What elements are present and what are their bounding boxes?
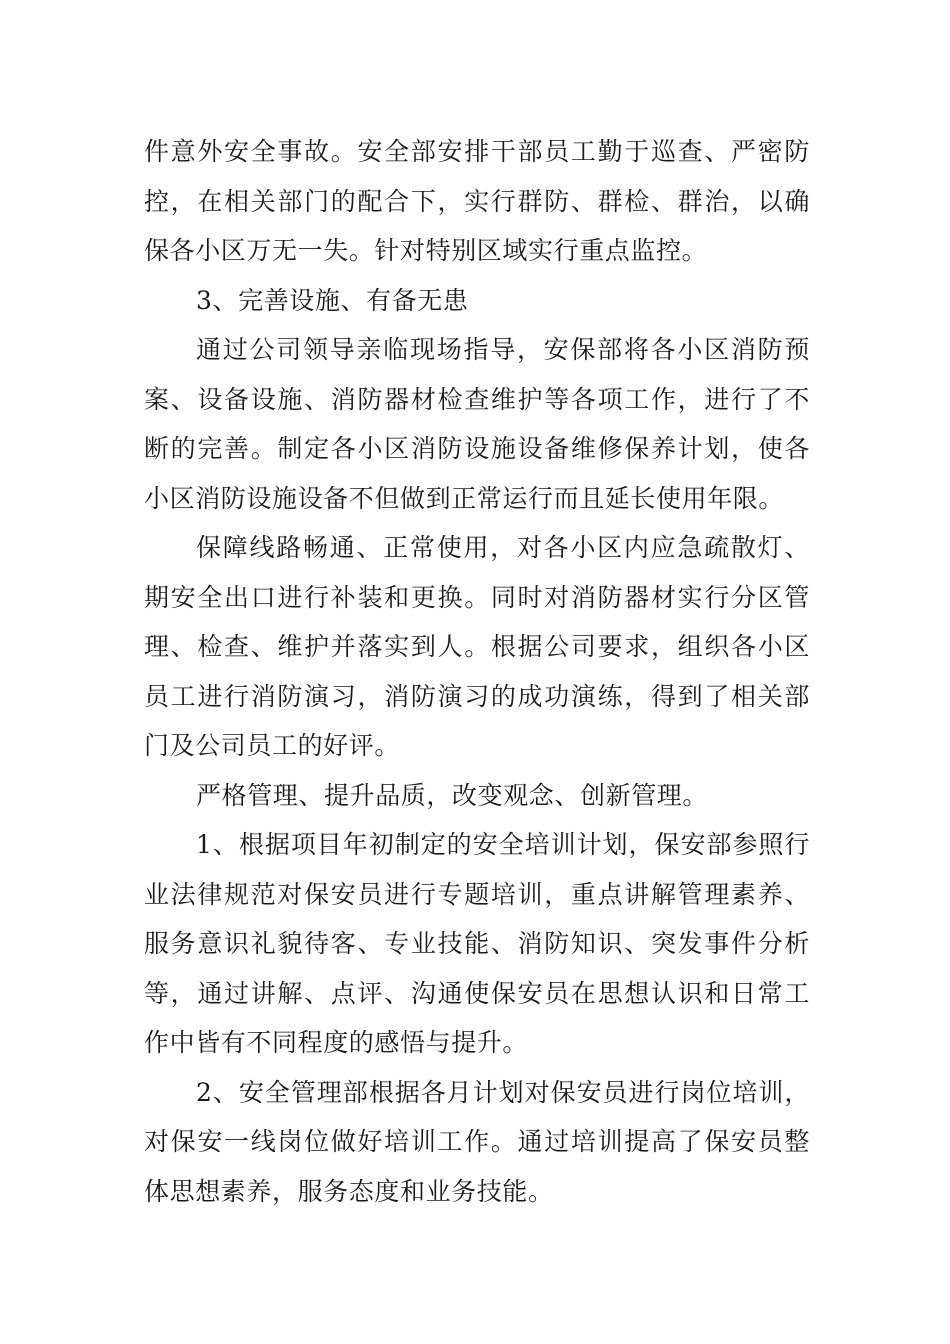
paragraph-5	[144, 1068, 810, 1217]
text-line: 保障线路畅通、正常使用，对各小区内应急疏散灯、	[196, 533, 810, 562]
paragraph-4	[144, 820, 810, 1068]
paragraph-1	[144, 127, 810, 276]
paragraph-2	[144, 325, 810, 523]
text-line: 门及公司员工的好评。	[144, 731, 401, 760]
text-line: 体思想素养，服务态度和业务技能。	[144, 1176, 554, 1206]
text-line: 1、根据项目年初制定的安全培训计划，保安部参照行	[196, 830, 810, 859]
text-line: 理、检查、维护并落实到人。根据公司要求，组织各小区	[144, 632, 810, 661]
text-line: 控，在相关部门的配合下，实行群防、群检、群治，以确	[144, 186, 810, 216]
document-page	[144, 127, 810, 1216]
text-line: 通过公司领导亲临现场指导，安保部将各小区消防预	[196, 335, 810, 364]
section-heading: 3、完善设施、有备无患	[196, 285, 469, 315]
text-line: 案、设备设施、消防器材检查维护等各项工作，进行了不	[144, 384, 810, 414]
text-line: 件意外安全事故。安全部安排干部员工勤于巡查、严密防	[144, 137, 810, 166]
text-line: 业法律规范对保安员进行专题培训，重点讲解管理素养、	[144, 879, 810, 909]
text-line: 保各小区万无一失。针对特别区域实行重点监控。	[144, 236, 708, 265]
text-line: 等，通过讲解、点评、沟通使保安员在思想认识和日常工	[144, 978, 810, 1008]
text-line: 员工进行消防演习，消防演习的成功演练，得到了相关部	[144, 681, 810, 711]
text-line: 小区消防设施设备不但做到正常运行而且延长使用年限。	[144, 483, 785, 513]
paragraph-heading-3	[144, 276, 810, 326]
text-line: 2、安全管理部根据各月计划对保安员进行岗位培训，	[196, 1077, 810, 1107]
text-line: 期安全出口进行补装和更换。同时对消防器材实行分区管	[144, 582, 810, 612]
text-line: 作中皆有不同程度的感悟与提升。	[144, 1028, 529, 1057]
text-line: 对保安一线岗位做好培训工作。通过培训提高了保安员整	[144, 1127, 810, 1156]
text-line: 服务意识礼貌待客、专业技能、消防知识、突发事件分析	[144, 929, 810, 958]
section-heading: 严格管理、提升品质，改变观念、创新管理。	[196, 780, 709, 810]
paragraph-3	[144, 523, 810, 771]
paragraph-subheading	[144, 771, 810, 821]
text-line: 断的完善。制定各小区消防设施设备维修保养计划，使各	[144, 434, 810, 463]
